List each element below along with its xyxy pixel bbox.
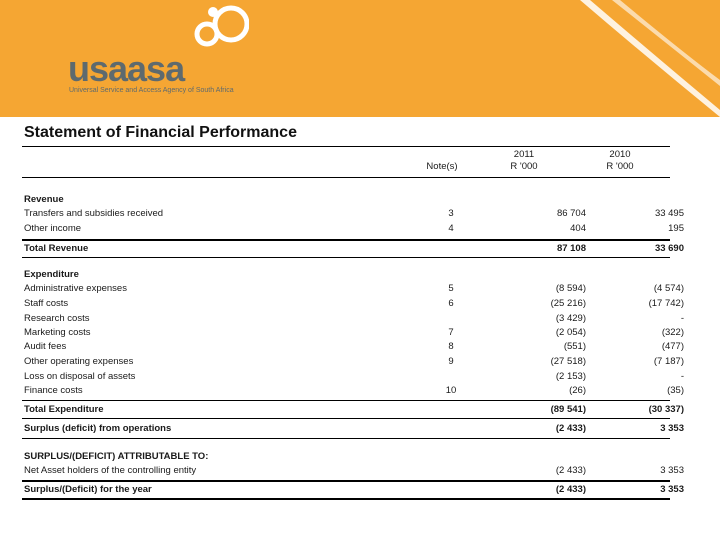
usaasa-logo-icon (185, 2, 249, 58)
row-value-2010: (17 742) (648, 298, 684, 309)
row-value-2010: 33 495 (654, 208, 684, 219)
unit-2011-label: R '000 (510, 161, 538, 172)
row-value-2011: (2 054) (555, 327, 586, 338)
row-value-2011: (2 433) (555, 484, 586, 495)
expenditure-heading: Expenditure (24, 269, 79, 280)
row-label: Other operating expenses (24, 356, 134, 367)
row-note: 7 (448, 327, 454, 338)
row-label: Audit fees (24, 341, 67, 352)
row-value-2011: (3 429) (555, 313, 586, 324)
row-note: 3 (448, 208, 454, 219)
row-label: Staff costs (24, 298, 69, 309)
row-label: Total Revenue (24, 243, 89, 254)
row-value-2011: 404 (570, 223, 586, 234)
row-note: 10 (445, 385, 457, 396)
revenue-heading: Revenue (24, 194, 64, 205)
row-value-2010: - (680, 371, 684, 382)
row-label: Surplus (deficit) from operations (24, 423, 172, 434)
row-value-2010: (4 574) (653, 283, 684, 294)
table-row (24, 283, 684, 297)
row-value-2010: 33 690 (654, 243, 684, 254)
row-value-2011: 87 108 (556, 243, 586, 254)
column-header-note: Note(s) (426, 161, 458, 172)
total-expenditure-row (24, 404, 684, 418)
statement-title: Statement of Financial Performance (24, 124, 297, 141)
row-label: Transfers and subsidies received (24, 208, 164, 219)
row-label: Other income (24, 223, 82, 234)
row-value-2011: (89 541) (550, 404, 586, 415)
unit-2010-label: R '000 (606, 161, 634, 172)
year-2011-label: 2011 (513, 149, 535, 160)
table-row (24, 223, 684, 237)
surplus-operations-rule (22, 438, 670, 439)
table-row (24, 208, 684, 222)
row-value-2011: (26) (569, 385, 586, 396)
row-value-2010: 3 353 (660, 423, 684, 434)
row-value-2011: (2 433) (555, 465, 586, 476)
column-header-2011 (494, 149, 554, 173)
table-row (24, 327, 684, 341)
row-value-2011: (27 518) (550, 356, 586, 367)
row-value-2010: 3 353 (660, 465, 684, 476)
attributable-heading: SURPLUS/(DEFICIT) ATTRIBUTABLE TO: (24, 451, 209, 462)
row-value-2011: (2 433) (555, 423, 586, 434)
row-note: 4 (448, 223, 454, 234)
total-revenue-row (24, 243, 684, 257)
row-label: Net Asset holders of the controlling entity (24, 465, 197, 476)
row-value-2011: (2 153) (555, 371, 586, 382)
row-note: 6 (448, 298, 454, 309)
surplus-year-bottom-rule (22, 498, 670, 500)
row-value-2011: 86 704 (556, 208, 586, 219)
row-value-2011: (8 594) (555, 283, 586, 294)
row-value-2010: (35) (667, 385, 684, 396)
row-label: Surplus/(Deficit) for the year (24, 484, 152, 495)
surplus-year-row (24, 484, 684, 498)
total-revenue-top-rule (22, 239, 670, 241)
row-label: Total Expenditure (24, 404, 104, 415)
row-note: 8 (448, 341, 454, 352)
row-label: Finance costs (24, 385, 83, 396)
row-label: Administrative expenses (24, 283, 127, 294)
row-value-2011: (551) (563, 341, 586, 352)
row-value-2010: (477) (661, 341, 684, 352)
table-row (24, 298, 684, 312)
row-label: Research costs (24, 313, 90, 324)
total-revenue-bottom-rule (22, 257, 670, 258)
banner-swoosh-graphic (580, 0, 720, 117)
row-label: Loss on disposal of assets (24, 371, 136, 382)
table-row (24, 371, 684, 385)
row-note: 9 (448, 356, 454, 367)
table-row (24, 341, 684, 355)
row-value-2010: (322) (661, 327, 684, 338)
total-expenditure-bottom-rule (22, 418, 670, 419)
logo-tagline: Universal Service and Access Agency of South Africa (69, 87, 234, 94)
table-row (24, 313, 684, 327)
header-banner (0, 0, 720, 117)
row-note: 5 (448, 283, 454, 294)
table-row (24, 356, 684, 370)
surplus-year-top-rule (22, 480, 670, 482)
row-value-2011: (25 216) (550, 298, 586, 309)
row-value-2010: (7 187) (653, 356, 684, 367)
year-2010-label: 2010 (609, 149, 631, 160)
row-value-2010: 3 353 (660, 484, 684, 495)
row-label: Marketing costs (24, 327, 91, 338)
logo-wordmark: usaasa (68, 48, 185, 89)
surplus-operations-row (24, 423, 684, 437)
row-value-2010: - (680, 313, 684, 324)
total-expenditure-top-rule (22, 400, 670, 401)
column-header-2010 (590, 149, 650, 173)
table-row (24, 385, 684, 399)
title-rule (22, 146, 670, 147)
table-row (24, 465, 684, 479)
row-value-2010: 195 (668, 223, 684, 234)
header-rule (22, 177, 670, 178)
row-value-2010: (30 337) (648, 404, 684, 415)
